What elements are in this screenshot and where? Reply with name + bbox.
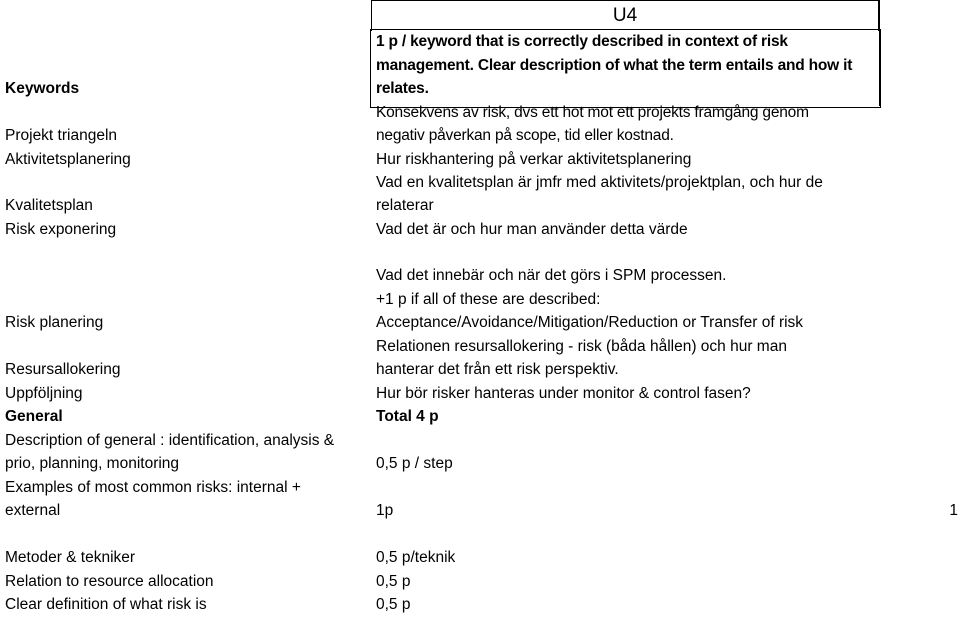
keyword-resursallokering: Resursallokering (5, 361, 121, 378)
description-line1: Description of general : identification, analysis & (5, 432, 335, 449)
keyword-relation-resource: Relation to resource allocation (5, 573, 214, 590)
general-total: Total 4 p (376, 408, 439, 425)
examples-points: 1p (376, 502, 394, 519)
criteria-projekt-triangeln-line2: negativ påverkan på scope, tid eller kostnad. (376, 127, 674, 144)
criteria-uppfoljning: Hur bör risker hanteras under monitor & control fasen? (376, 385, 751, 402)
description-line2: prio, planning, monitoring (5, 455, 180, 472)
criteria-kvalitetsplan-line1: Vad en kvalitetsplan är jmfr med aktivitets/projektplan, och hur de (376, 174, 823, 191)
examples-line1: Examples of most common risks: internal + (5, 479, 301, 496)
keyword-projekt-triangeln: Projekt triangeln (5, 127, 118, 144)
keyword-uppfoljning: Uppföljning (5, 385, 83, 402)
criteria-risk-exponering: Vad det är och hur man använder detta värde (376, 221, 688, 238)
criteria-aktivitetsplanering: Hur riskhantering på verkar aktivitetsplanering (376, 151, 692, 168)
examples-score: 1 (949, 502, 958, 519)
keywords-label: Keywords (5, 80, 80, 97)
criteria-clear-definition: 0,5 p (376, 596, 411, 613)
criteria-resursallokering-line2: hanterar det från ett risk perspektiv. (376, 361, 619, 378)
general-label: General (5, 408, 63, 425)
criteria-relation-resource: 0,5 p (376, 573, 411, 590)
keyword-kvalitetsplan: Kvalitetsplan (5, 197, 93, 214)
criteria-projekt-triangeln-line1: Konsekvens av risk, dvs ett hot mot ett projekts framgång genom (376, 104, 809, 121)
criteria-metoder-tekniker: 0,5 p/teknik (376, 549, 456, 566)
criteria-risk-planering-line3: Acceptance/Avoidance/Mitigation/Reduction or Transfer of risk (376, 314, 804, 331)
keyword-aktivitetsplanering: Aktivitetsplanering (5, 151, 131, 168)
keywords-criteria-line2: management. Clear description of what the term entails and how it (376, 56, 853, 74)
criteria-risk-planering-line1: Vad det innebär och när det görs i SPM processen. (376, 267, 727, 284)
keyword-risk-planering: Risk planering (5, 314, 104, 331)
criteria-risk-planering-line2: +1 p if all of these are described: (376, 291, 601, 308)
criteria-kvalitetsplan-line2: relaterar (376, 197, 434, 214)
description-points: 0,5 p / step (376, 455, 453, 472)
keyword-risk-exponering: Risk exponering (5, 221, 117, 238)
column-header-u4: U4 (371, 0, 879, 31)
keywords-criteria-line3: relates. (376, 80, 429, 97)
criteria-resursallokering-line1: Relationen resursallokering - risk (båda hållen) och hur man (376, 338, 787, 355)
keyword-metoder-tekniker: Metoder & tekniker (5, 549, 136, 566)
keyword-clear-definition: Clear definition of what risk is (5, 596, 207, 613)
column-divider (879, 0, 880, 106)
examples-line2: external (5, 502, 61, 519)
keywords-criteria-line1: 1 p / keyword that is correctly described in context of risk (376, 33, 788, 50)
